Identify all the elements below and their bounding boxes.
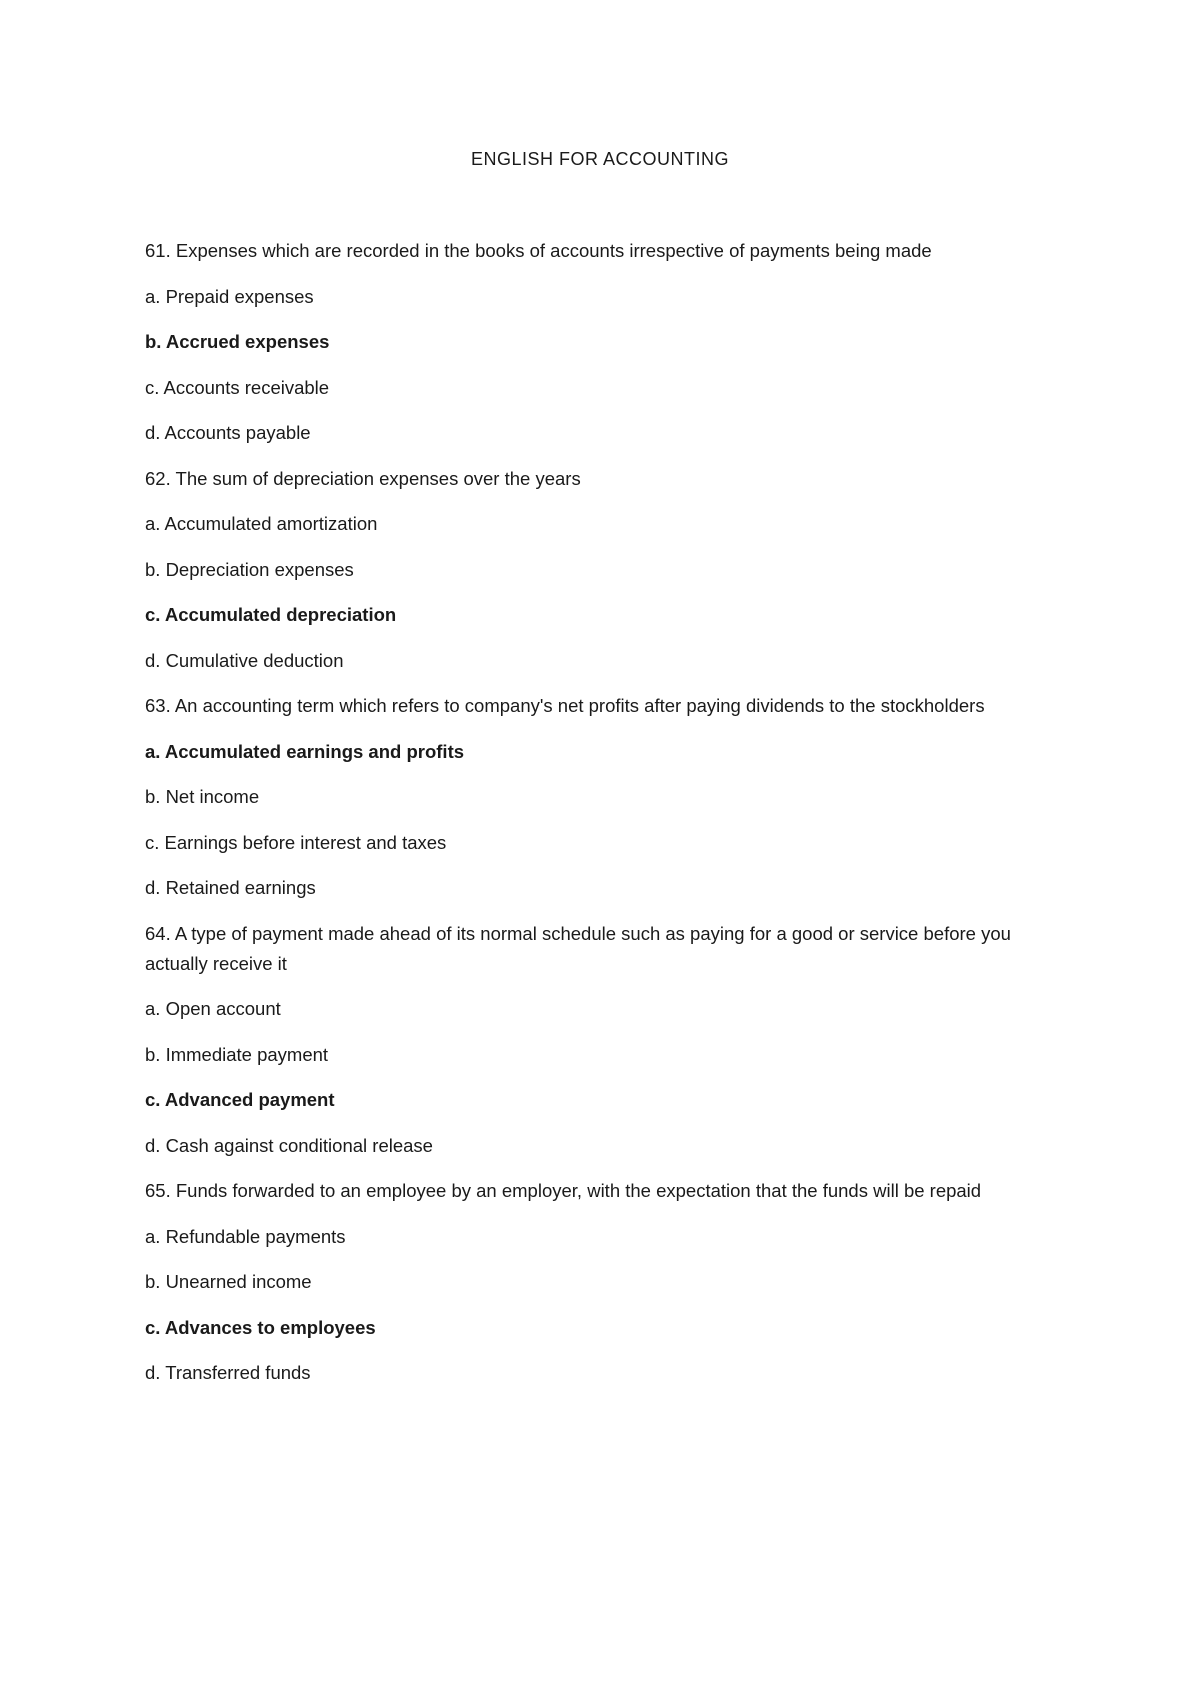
question-text: 63. An accounting term which refers to company's net profits after paying dividends to the stockholders xyxy=(145,695,985,716)
answer-option-correct: c. Advances to employees xyxy=(145,1316,376,1338)
answer-option: c. Accounts receivable xyxy=(145,376,330,398)
question-64 xyxy=(145,919,1075,1161)
document-title: ENGLISH FOR ACCOUNTING xyxy=(470,149,730,169)
answer-option: d. Accounts payable xyxy=(145,422,311,443)
question-63 xyxy=(145,691,1075,903)
question-text: 61. Expenses which are recorded in the books of accounts irrespective of payments being made xyxy=(145,240,932,261)
answer-option: a. Prepaid expenses xyxy=(145,285,314,307)
question-65 xyxy=(145,1176,1075,1388)
question-61 xyxy=(145,236,1075,448)
answer-option: d. Transferred funds xyxy=(145,1362,311,1383)
answer-option: d. Retained earnings xyxy=(145,877,316,898)
answer-option-correct: c. Advanced payment xyxy=(145,1089,335,1110)
question-text: 65. Funds forwarded to an employee by an employer, with the expectation that the funds will be repaid xyxy=(145,1180,982,1201)
question-text: 62. The sum of depreciation expenses over the years xyxy=(145,467,581,489)
answer-option-correct: c. Accumulated depreciation xyxy=(145,604,397,625)
answer-option: b. Net income xyxy=(145,786,260,807)
answer-option: b. Depreciation expenses xyxy=(145,558,354,580)
answer-option: d. Cumulative deduction xyxy=(145,649,344,671)
answer-option-correct: a. Accumulated earnings and profits xyxy=(145,740,465,762)
answer-option-correct: b. Accrued expenses xyxy=(145,331,330,352)
question-62 xyxy=(145,464,1075,676)
question-text: 64. A type of payment made ahead of its normal schedule such as paying for a good or service before you actually receive it xyxy=(145,922,1011,974)
answer-option: a. Open account xyxy=(145,998,281,1019)
answer-option: b. Immediate payment xyxy=(145,1043,329,1065)
answer-option: d. Cash against conditional release xyxy=(145,1134,433,1156)
answer-option: c. Earnings before interest and taxes xyxy=(145,831,447,853)
answer-option: b. Unearned income xyxy=(145,1271,312,1292)
question-list xyxy=(145,236,1075,1404)
answer-option: a. Accumulated amortization xyxy=(145,513,378,534)
answer-option: a. Refundable payments xyxy=(145,1225,346,1247)
